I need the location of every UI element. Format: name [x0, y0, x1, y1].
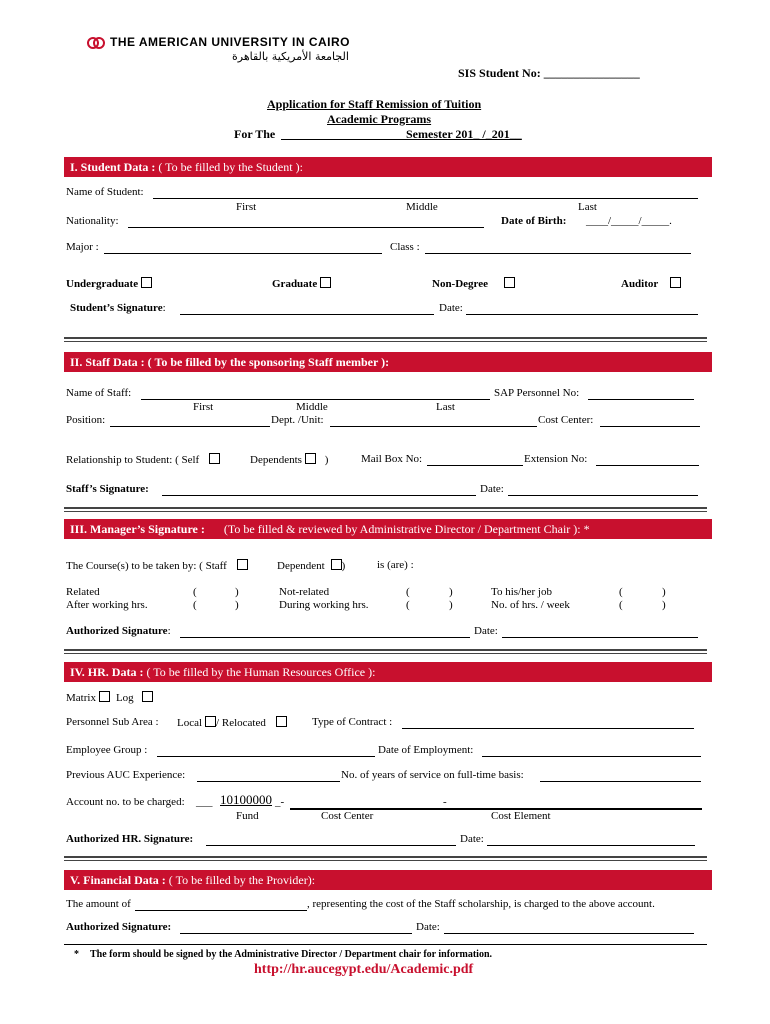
- divider: [64, 649, 707, 654]
- mailbox-field[interactable]: [427, 465, 523, 466]
- paren: (: [406, 586, 410, 598]
- manager-date-field[interactable]: [502, 637, 698, 638]
- sap-label: SAP Personnel No:: [494, 387, 580, 399]
- financial-date-label: Date:: [416, 921, 440, 933]
- nationality-label: Nationality:: [66, 215, 119, 227]
- hr-signature-field[interactable]: [206, 845, 456, 846]
- undergraduate-option[interactable]: [66, 277, 152, 290]
- section-title: II. Staff Data : ( To be filled by the sponsoring Staff member ):: [70, 355, 390, 369]
- cost-element-caption: Cost Element: [491, 810, 551, 822]
- section-subtitle: (To be filled & reviewed by Administrative Director / Department Chair ): *: [223, 522, 590, 536]
- paren: ): [449, 586, 453, 598]
- dependent-label: Dependent: [277, 560, 325, 572]
- paren: ): [662, 586, 666, 598]
- after-hours-label: After working hrs.: [66, 599, 148, 611]
- extension-label: Extension No:: [524, 453, 588, 465]
- graduate-option[interactable]: [272, 277, 331, 290]
- section-title: IV. HR. Data :: [70, 665, 144, 679]
- employee-group-field[interactable]: [157, 756, 375, 757]
- middle-caption: Middle: [296, 401, 328, 413]
- employment-date-field[interactable]: [482, 756, 701, 757]
- staff-name-field[interactable]: [141, 399, 490, 400]
- nondegree-option[interactable]: [432, 277, 515, 290]
- employment-date-label: Date of Employment:: [378, 744, 474, 756]
- for-the-label: For The: [234, 127, 276, 141]
- form-subtitle: Academic Programs: [327, 112, 432, 126]
- class-field[interactable]: [425, 253, 691, 254]
- financial-signature-field[interactable]: [180, 933, 412, 934]
- divider: [64, 944, 707, 945]
- courses-label: The Course(s) to be taken by: ( Staff: [66, 560, 227, 572]
- manager-signature-field[interactable]: [180, 637, 470, 638]
- matrix-label: Matrix: [66, 692, 96, 704]
- related-label: Related: [66, 586, 100, 598]
- no-hours-label: No. of hrs. / week: [491, 599, 570, 611]
- paren: ): [662, 599, 666, 611]
- university-name-en: THE AMERICAN UNIVERSITY IN CAIRO: [110, 35, 351, 49]
- student-date-field[interactable]: [466, 314, 698, 315]
- paren: (: [619, 586, 623, 598]
- section-subtitle: ( To be filled by the Provider):: [168, 873, 316, 887]
- account-dash: -: [443, 796, 447, 808]
- first-caption: First: [236, 201, 257, 213]
- close-paren: ): [324, 454, 329, 466]
- manager-date-label: Date:: [474, 625, 498, 637]
- personnel-sub-label: Personnel Sub Area :: [66, 716, 159, 728]
- contract-field[interactable]: [402, 728, 694, 729]
- nondegree-checkbox[interactable]: [504, 277, 515, 288]
- nationality-field[interactable]: [128, 227, 484, 228]
- log-label: Log: [115, 692, 134, 704]
- sis-student-no: SIS Student No: ________________: [458, 66, 640, 80]
- last-caption: Last: [436, 401, 455, 413]
- contract-label: Type of Contract :: [312, 716, 393, 728]
- paren: (: [619, 599, 623, 611]
- major-field[interactable]: [104, 253, 382, 254]
- colon: :: [167, 625, 171, 637]
- student-signature-field[interactable]: [180, 314, 434, 315]
- section-student-data-header: [64, 157, 712, 177]
- self-checkbox[interactable]: [209, 453, 220, 464]
- student-name-field[interactable]: [153, 198, 698, 199]
- auc-seal-icon: [86, 36, 106, 50]
- divider: [64, 856, 707, 861]
- section-financial-header: [64, 870, 712, 890]
- divider: [64, 337, 707, 342]
- staff-date-label: Date:: [480, 483, 504, 495]
- mailbox-label: Mail Box No:: [361, 453, 423, 465]
- footnote-asterisk: *: [74, 949, 79, 960]
- auditor-option[interactable]: [621, 277, 681, 290]
- account-fund-value[interactable]: 10100000: [220, 792, 272, 807]
- dependent-checkbox[interactable]: [331, 559, 342, 570]
- dependents-label: Dependents: [250, 454, 302, 466]
- staff-date-field[interactable]: [508, 495, 698, 496]
- relocated-label: / Relocated: [216, 717, 266, 729]
- employee-group-label: Employee Group :: [66, 744, 148, 756]
- semester-line[interactable]: [281, 139, 406, 140]
- student-signature-label: Student’s Signature: [70, 302, 163, 314]
- position-label: Position:: [66, 414, 106, 426]
- relationship-label: Relationship to Student: ( Self: [66, 454, 200, 466]
- section-subtitle: ( To be filled by the Human Resources Office ):: [146, 665, 376, 679]
- logo: [86, 36, 106, 53]
- previous-exp-label: Previous AUC Experience:: [66, 769, 186, 781]
- dept-field[interactable]: [330, 426, 537, 427]
- dob-label: Date of Birth:: [501, 215, 567, 227]
- dob-field[interactable]: ____/_____/_____.: [586, 215, 672, 227]
- footnote: The form should be signed by the Administrative Director / Department chair for information.: [90, 949, 493, 960]
- form-title: Application for Staff Remission of Tuition: [267, 97, 482, 111]
- middle-caption: Middle: [406, 201, 438, 213]
- paren: ): [449, 599, 453, 611]
- last-caption: Last: [578, 201, 597, 213]
- amount-description: , representing the cost of the Staff scholarship, is charged to the above account.: [307, 898, 655, 910]
- staff-signature-field[interactable]: [162, 495, 476, 496]
- cost-center-field[interactable]: [600, 426, 700, 427]
- divider: [64, 507, 707, 512]
- fund-caption: Fund: [236, 810, 259, 822]
- account-label: Account no. to be charged:: [66, 796, 185, 808]
- close-paren: ): [341, 560, 346, 572]
- financial-signature-label: Authorized Signature:: [66, 921, 172, 933]
- amount-label: The amount of: [66, 898, 131, 910]
- undergraduate-label: Undergraduate: [66, 278, 139, 290]
- section-subtitle: ( To be filled by the Student ):: [158, 160, 303, 174]
- section-title: V. Financial Data :: [70, 873, 166, 887]
- financial-date-field[interactable]: [444, 933, 694, 934]
- account-prefix: ___: [196, 796, 213, 808]
- graduate-label: Graduate: [272, 278, 318, 290]
- is-are-label: is (are) :: [377, 559, 414, 571]
- section-manager-header: [64, 519, 712, 539]
- nondegree-label: Non-Degree: [432, 278, 488, 290]
- sap-field[interactable]: [588, 399, 694, 400]
- to-job-label: To his/her job: [491, 586, 552, 598]
- position-field[interactable]: [110, 426, 270, 427]
- paren: (: [193, 586, 197, 598]
- during-hours-label: During working hrs.: [279, 599, 369, 611]
- graduate-checkbox[interactable]: [320, 277, 331, 288]
- amount-field[interactable]: [135, 910, 307, 911]
- previous-exp-field[interactable]: [197, 781, 340, 782]
- student-name-label: Name of Student:: [66, 186, 144, 198]
- paren: (: [193, 599, 197, 611]
- first-caption: First: [193, 401, 214, 413]
- manager-signature-label: Authorized Signature: [66, 625, 168, 637]
- colon: :: [162, 302, 166, 314]
- section-hr-header: [64, 662, 712, 682]
- years-service-field[interactable]: [540, 781, 701, 782]
- auditor-label: Auditor: [621, 278, 659, 290]
- staff-checkbox[interactable]: [237, 559, 248, 570]
- years-service-label: No. of years of service on full-time basis:: [341, 769, 524, 781]
- not-related-label: Not-related: [279, 586, 330, 598]
- matrix-checkbox[interactable]: [99, 691, 110, 702]
- class-label: Class :: [390, 241, 420, 253]
- major-label: Major :: [66, 241, 99, 253]
- hr-date-label: Date:: [460, 833, 484, 845]
- staff-signature-label: Staff’s Signature:: [66, 483, 149, 495]
- extension-field[interactable]: [596, 465, 699, 466]
- cost-center-label: Cost Center:: [538, 414, 594, 426]
- semester-label: Semester 201_ /_201__: [406, 127, 522, 141]
- paren: ): [235, 599, 239, 611]
- dept-label: Dept. /Unit:: [271, 414, 324, 426]
- dependents-checkbox[interactable]: [305, 453, 316, 464]
- hr-signature-label: Authorized HR. Signature:: [66, 833, 194, 845]
- paren: (: [406, 599, 410, 611]
- undergraduate-checkbox[interactable]: [141, 277, 152, 288]
- section-staff-data-header: [64, 352, 712, 372]
- relocated-checkbox[interactable]: [276, 716, 287, 727]
- local-checkbox[interactable]: [205, 716, 216, 727]
- cost-center-caption: Cost Center: [321, 810, 374, 822]
- form-url-link[interactable]: http://hr.aucegypt.edu/Academic.pdf: [254, 962, 474, 977]
- staff-name-label: Name of Staff:: [66, 387, 132, 399]
- hr-date-field[interactable]: [487, 845, 695, 846]
- paren: ): [235, 586, 239, 598]
- university-name-ar: الجامعة الأمريكية بالقاهرة: [232, 50, 349, 63]
- local-label: Local: [177, 717, 203, 729]
- log-checkbox[interactable]: [142, 691, 153, 702]
- section-title: I. Student Data :: [70, 160, 156, 174]
- account-dash: _-: [275, 796, 285, 808]
- section-title: III. Manager’s Signature :: [70, 522, 205, 536]
- student-date-label: Date:: [439, 302, 463, 314]
- auditor-checkbox[interactable]: [670, 277, 681, 288]
